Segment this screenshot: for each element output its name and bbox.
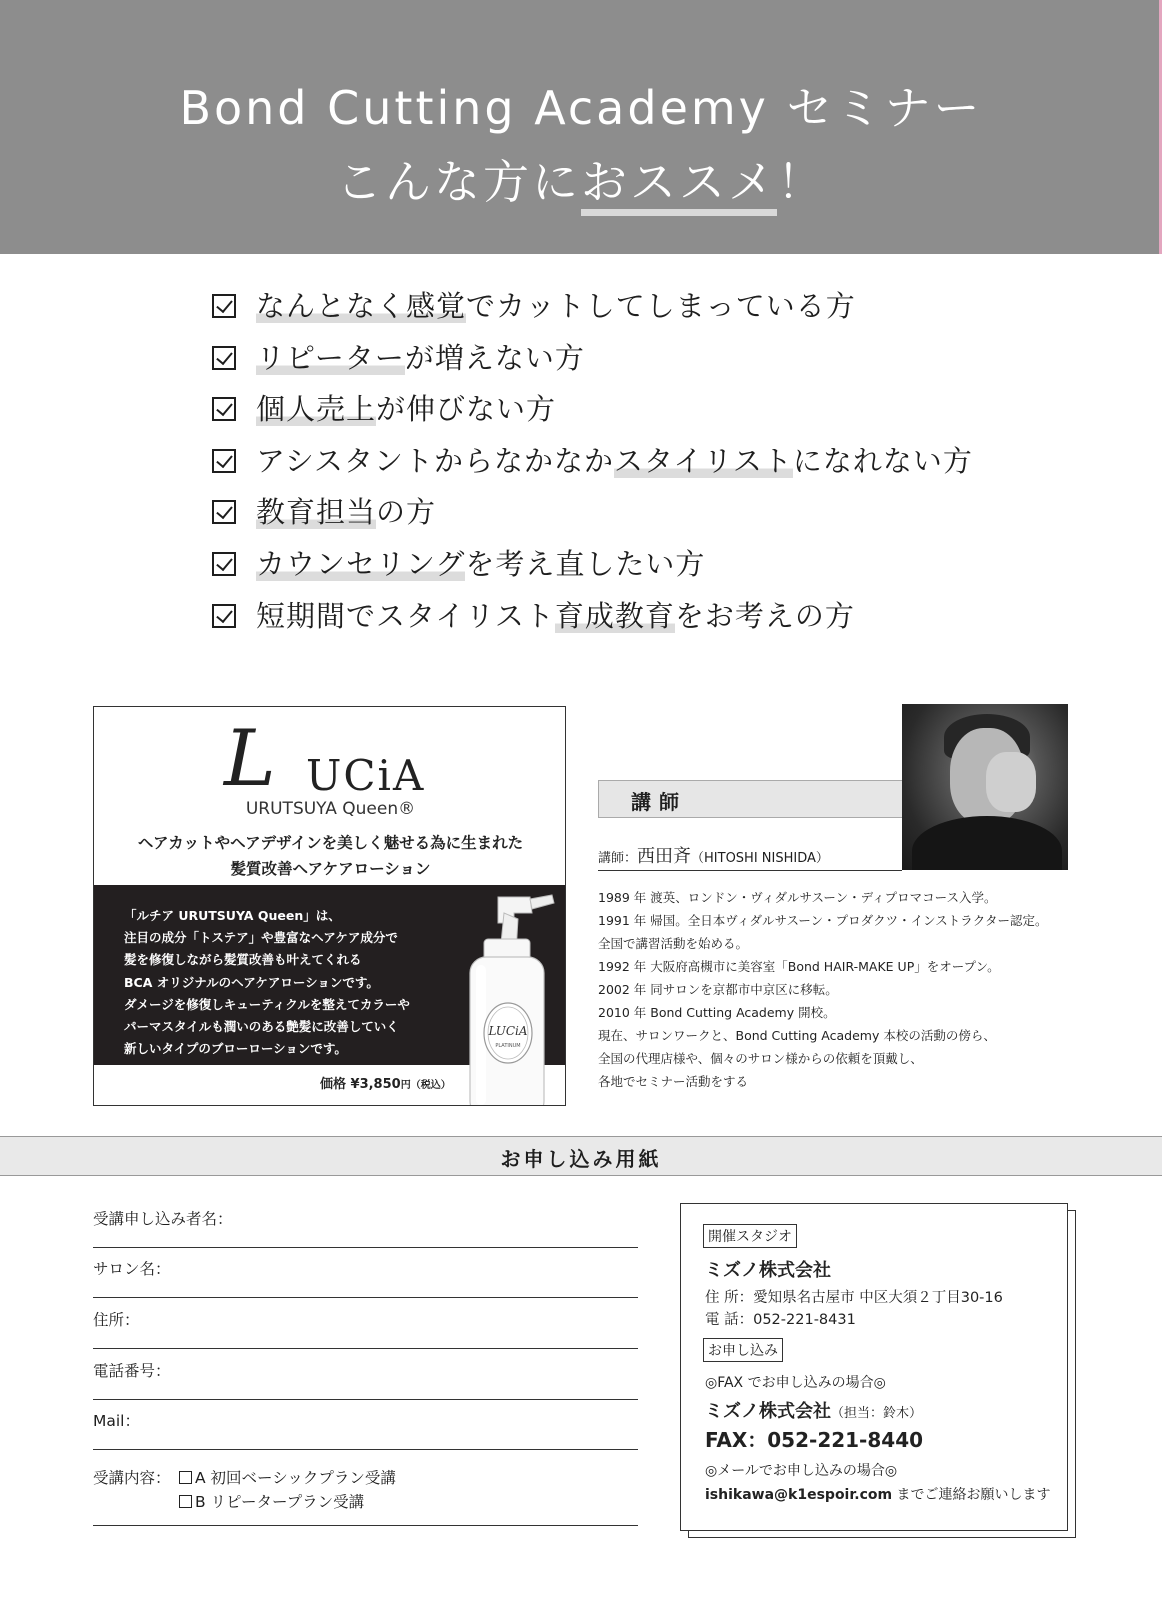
recommend-checklist <box>208 286 1108 647</box>
fax-company-line <box>705 1397 922 1423</box>
checklist-item <box>208 544 1108 596</box>
contact-info-box <box>680 1203 1068 1531</box>
header-title: Bond Cutting Academy セミナー <box>179 81 983 135</box>
header-banner <box>0 0 1162 254</box>
course-option-label: B リピータープラン受講 <box>195 1493 365 1511</box>
bio-line: 1989 年 渡英、ロンドン・ヴィダルサスーン・ディプロマコース入学。 <box>598 890 997 905</box>
salon-name-field[interactable] <box>93 1247 638 1298</box>
item-text: 短期間でスタイリスト <box>256 598 555 633</box>
header-subtitle-pre: こんな方に <box>336 155 581 209</box>
item-text: の方 <box>376 495 437 530</box>
item-text: が伸びない方 <box>376 392 557 427</box>
bio-line: 2010 年 Bond Cutting Academy 開校。 <box>598 1005 836 1020</box>
field-label: Mail： <box>93 1412 140 1430</box>
item-highlight: スタイリスト <box>613 443 793 478</box>
checklist-item <box>208 338 1108 390</box>
checkbox-icon <box>212 604 236 628</box>
item-highlight: 教育担当 <box>256 495 377 530</box>
fax-number: FAX：052-221-8440 <box>705 1428 924 1452</box>
lucia-logo-subtitle: URUTSUYA Queen® <box>245 799 416 819</box>
course-option-label: A 初回ベーシックプラン受講 <box>195 1469 396 1487</box>
bottle-sublabel: PLATINUM <box>495 1043 521 1049</box>
bio-line: 全国の代理店様や、個々のサロン様からの依頼を頂戴し、 <box>598 1051 923 1066</box>
product-description <box>124 905 444 1060</box>
item-text: アシスタントからなかなか <box>256 443 614 478</box>
description-line: BCA オリジナルのヘアケアローションです。 <box>124 974 379 990</box>
venue-phone: 電 話：052-221-8431 <box>705 1312 856 1328</box>
instructor-bio <box>598 886 1048 1093</box>
instructor-heading: 講師 <box>631 790 687 814</box>
field-label: 住所： <box>93 1311 140 1329</box>
bio-line: 2002 年 同サロンを京都市中京区に移転。 <box>598 982 838 997</box>
venue-company: ミズノ株式会社 <box>705 1260 831 1281</box>
form-title-bar <box>0 1136 1162 1176</box>
checklist-item <box>208 492 1108 544</box>
checkbox-icon <box>212 449 236 473</box>
item-text: を考え直したい方 <box>465 546 706 581</box>
spray-bottle-image <box>440 857 566 1106</box>
item-text: でカットしてしまっている方 <box>466 289 856 323</box>
product-price <box>320 1073 451 1092</box>
item-highlight: 育成教育 <box>554 598 675 633</box>
instructor-photo <box>902 704 1068 870</box>
field-label: 電話番号： <box>93 1362 171 1380</box>
header-subtitle-post: ！ <box>777 155 826 209</box>
mail-line <box>705 1484 1051 1504</box>
fax-contact: （担当：鈴木） <box>831 1406 923 1421</box>
mail-field[interactable] <box>93 1399 638 1450</box>
checklist-item <box>208 441 1108 493</box>
checklist-item <box>208 389 1108 441</box>
item-highlight: なんとなく感覚 <box>256 289 467 323</box>
item-highlight: リピーター <box>256 340 405 375</box>
checkbox-icon <box>212 500 236 524</box>
instructor-heading-bar <box>598 780 902 818</box>
mail-case-heading: ◎メールでお申し込みの場合◎ <box>705 1463 898 1479</box>
product-headline: ヘアカットやヘアデザインを美しく魅せる為に生まれた <box>137 834 524 852</box>
lucia-logo-initial: L <box>224 714 276 804</box>
header-subtitle-highlight: おススメ <box>581 155 777 216</box>
apply-tag: お申し込み <box>703 1338 783 1362</box>
description-line: 髪を修復しながら髪質改善も叶えてくれる <box>124 952 362 968</box>
header-subtitle <box>0 146 1162 212</box>
checkbox-icon <box>212 294 236 318</box>
instructor-name-roman: （HITOSHI NISHIDA） <box>691 851 829 866</box>
item-text: をお考えの方 <box>674 598 855 633</box>
price-value: 価格 ¥3,850 <box>320 1077 401 1092</box>
course-option-a[interactable] <box>179 1466 396 1488</box>
lucia-logo: UCiA <box>306 751 426 800</box>
venue-tag: 開催スタジオ <box>703 1224 797 1248</box>
item-highlight: カウンセリング <box>256 546 466 581</box>
applicant-name-field[interactable] <box>93 1197 638 1248</box>
field-label: 受講申し込み者名： <box>93 1210 233 1228</box>
field-label: サロン名： <box>93 1260 171 1278</box>
item-text: が増えない方 <box>404 340 585 375</box>
checkbox-icon <box>212 397 236 421</box>
price-unit: 円（税込） <box>400 1080 451 1091</box>
course-label: 受講内容： <box>93 1469 171 1487</box>
description-line: 注目の成分「トステア」や豊富なヘアケア成分で <box>124 930 398 946</box>
checkbox-icon[interactable] <box>179 1471 192 1484</box>
bio-line: 各地でセミナー活動をする <box>598 1074 749 1089</box>
venue-address: 住 所：愛知県名古屋市 中区大須２丁目30-16 <box>705 1290 1003 1306</box>
bio-line: 1991 年 帰国。全日本ヴィダルサスーン・プロダクツ・インストラクター認定。 <box>598 913 1048 928</box>
description-line: パーマスタイルも潤いのある艶髪に改善していく <box>124 1019 399 1035</box>
fax-company: ミズノ株式会社 <box>705 1401 831 1422</box>
bottle-label: LUCiA <box>488 1024 528 1038</box>
fax-case-heading: ◎FAX でお申し込みの場合◎ <box>705 1375 886 1391</box>
address-field[interactable] <box>93 1298 638 1349</box>
product-ad <box>93 706 566 1106</box>
checklist-item <box>208 596 1108 648</box>
item-text: になれない方 <box>792 443 973 478</box>
checkbox-icon[interactable] <box>179 1495 192 1508</box>
bio-line: 全国で講習活動を始める。 <box>598 936 749 951</box>
bio-line: 1992 年 大阪府高槻市に美容室「Bond HAIR-MAKE UP」をオープン。 <box>598 959 1000 974</box>
course-option-b[interactable] <box>179 1490 364 1512</box>
course-selection <box>93 1464 638 1526</box>
mail-address-link[interactable]: ishikawa@k1espoir.com <box>705 1487 893 1503</box>
checklist-item <box>208 286 1108 338</box>
checkbox-icon <box>212 552 236 576</box>
divider <box>598 870 902 871</box>
bio-line: 現在、サロンワークと、Bond Cutting Academy 本校の活動の傍ら、 <box>598 1028 996 1043</box>
mail-suffix: までご連絡お願いします <box>892 1487 1051 1503</box>
description-line: 「ルチア URUTSUYA Queen」は、 <box>124 908 341 923</box>
product-headline: 髪質改善ヘアケアローション <box>230 860 431 878</box>
item-highlight: 個人売上 <box>256 392 377 427</box>
checkbox-icon <box>212 346 236 370</box>
instructor-name: 西田斉 <box>637 846 692 867</box>
instructor-name-label: 講師： <box>598 851 638 866</box>
phone-field[interactable] <box>93 1349 638 1400</box>
form-title: お申し込み用紙 <box>500 1147 662 1171</box>
description-line: 新しいタイプのブローローションです。 <box>124 1041 347 1057</box>
instructor-name-line <box>598 842 829 868</box>
description-line: ダメージを修復しキューティクルを整えてカラーや <box>124 996 410 1012</box>
